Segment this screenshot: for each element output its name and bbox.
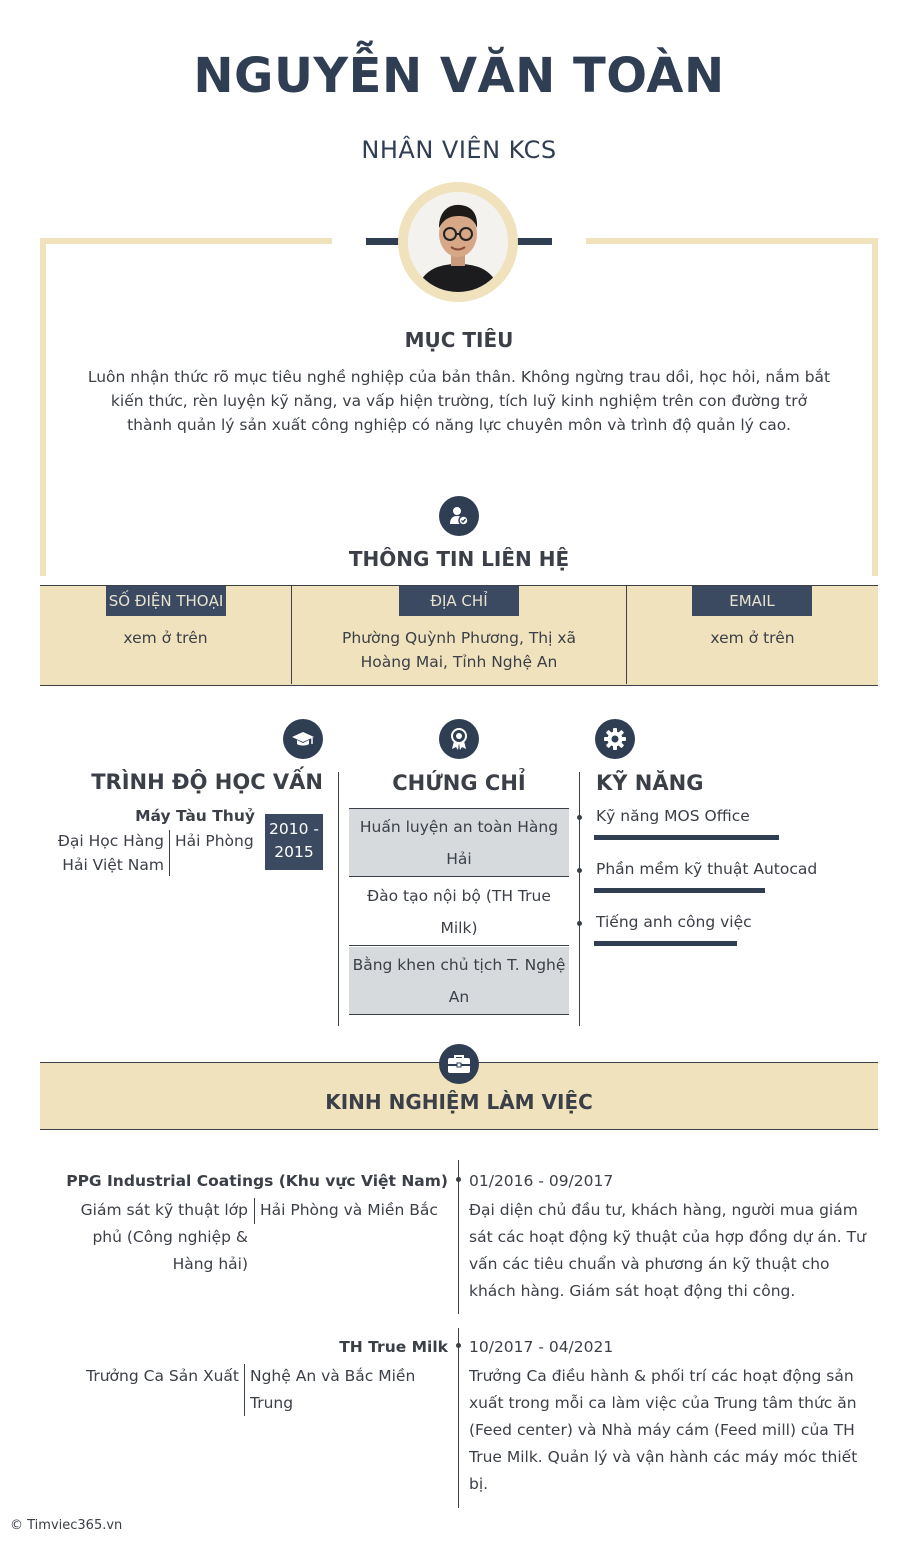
phone-value: xem ở trên <box>123 629 208 647</box>
email-label: EMAIL <box>692 586 812 616</box>
certificate-item: Bằng khen chủ tịch T. Nghệ An <box>349 947 569 1015</box>
avatar-photo <box>408 192 508 292</box>
graduation-cap-icon <box>283 719 323 759</box>
briefcase-icon <box>439 1044 479 1084</box>
phone-label: SỐ ĐIỆN THOẠI <box>106 586 226 616</box>
experience-title: KINH NGHIỆM LÀM VIỆC <box>325 1090 593 1114</box>
job-divider <box>244 1364 245 1416</box>
column-divider <box>338 772 339 1026</box>
skill-dot <box>577 868 582 873</box>
job-location: Hải Phòng và Miền Bắc <box>260 1201 438 1219</box>
skill-name: Phần mềm kỹ thuật Autocad <box>596 860 818 878</box>
contact-icon <box>439 496 479 536</box>
footer-copyright: © Timviec365.vn <box>10 1518 123 1533</box>
job-divider <box>254 1198 255 1224</box>
job-title: NHÂN VIÊN KCS <box>361 136 557 164</box>
timeline-line <box>458 1328 459 1508</box>
job-description: Đại diện chủ đầu tư, khách hàng, người mua giám sát các hoạt động kỹ thuật của hợp đồng dự án. Tư vấn các tiêu chuẩn và phương án kỹ thuật cho khách hàng. Giám sát hoạt động thi công. <box>469 1201 866 1300</box>
skill-dot <box>577 815 582 820</box>
timeline-dot <box>456 1177 461 1182</box>
job-position: Trưởng Ca Sản Xuất <box>86 1367 239 1385</box>
certificate-item: Huấn luyện an toàn Hàng Hải <box>349 809 569 877</box>
skill-name: Tiếng anh công việc <box>596 913 752 931</box>
email-value: xem ở trên <box>710 629 795 647</box>
education-major: Máy Tàu Thuỷ <box>135 807 255 825</box>
skill-name: Kỹ năng MOS Office <box>596 807 750 825</box>
gear-icon <box>595 719 635 759</box>
frame-left <box>40 238 46 576</box>
contact-title: THÔNG TIN LIÊN HỆ <box>348 547 570 571</box>
timeline-line <box>458 1160 459 1314</box>
frame-top-left <box>40 238 332 244</box>
job-period: 01/2016 - 09/2017 <box>469 1172 614 1190</box>
education-period: 2010 - 2015 <box>265 814 323 870</box>
award-ribbon-icon <box>439 719 479 759</box>
job-company: PPG Industrial Coatings (Khu vực Việt Nam) <box>66 1172 448 1190</box>
job-company: TH True Milk <box>339 1338 448 1356</box>
skill-level-bar <box>594 941 737 946</box>
objective-title: MỤC TIÊU <box>404 328 514 352</box>
education-title: TRÌNH ĐỘ HỌC VẤN <box>91 770 323 794</box>
avatar <box>408 192 508 292</box>
frame-top-right <box>586 238 878 244</box>
skills-title: KỸ NĂNG <box>596 771 704 795</box>
address-label: ĐỊA CHỈ <box>399 586 519 616</box>
job-location: Nghệ An và Bắc Miền Trung <box>250 1367 416 1412</box>
certificate-item: Đào tạo nội bộ (TH True Milk) <box>349 878 569 946</box>
skill-dot <box>577 921 582 926</box>
address-value: Phường Quỳnh Phương, Thị xã Hoàng Mai, Tỉnh Nghệ An <box>341 629 577 671</box>
skill-level-bar <box>594 888 765 893</box>
frame-right <box>872 238 878 576</box>
education-divider <box>169 830 170 876</box>
education-school: Đại Học Hàng Hải Việt Nam <box>57 832 164 874</box>
objective-text: Luôn nhận thức rõ mục tiêu nghề nghiệp của bản thân. Không ngừng trau dồi, học hỏi, nắm bắt kiến thức, rèn luyện kỹ năng, va vấp hiện trường, tích luỹ kinh nghiệm trên con đường trở thành quản lý sản xuất công nghiệp có năng lực chuyên môn và trình độ quản lý cao. <box>87 368 831 434</box>
education-location: Hải Phòng <box>175 832 254 850</box>
job-position: Giám sát kỹ thuật lớp phủ (Công nghiệp & Hàng hải) <box>80 1201 248 1273</box>
column-divider <box>579 772 580 1026</box>
contact-divider <box>291 586 292 684</box>
timeline-dot <box>456 1343 461 1348</box>
job-description: Trưởng Ca điều hành & phối trí các hoạt động sản xuất trong mỗi ca làm việc của Trung tâm thức ăn (Feed center) và Nhà máy cám (Feed mill) của TH True Milk. Quản lý và vận hành các máy móc thiết bị. <box>469 1367 858 1493</box>
skill-level-bar <box>594 835 779 840</box>
job-period: 10/2017 - 04/2021 <box>469 1338 614 1356</box>
certificates-title: CHỨNG CHỈ <box>392 771 526 795</box>
candidate-name: NGUYỄN VĂN TOÀN <box>193 48 725 104</box>
